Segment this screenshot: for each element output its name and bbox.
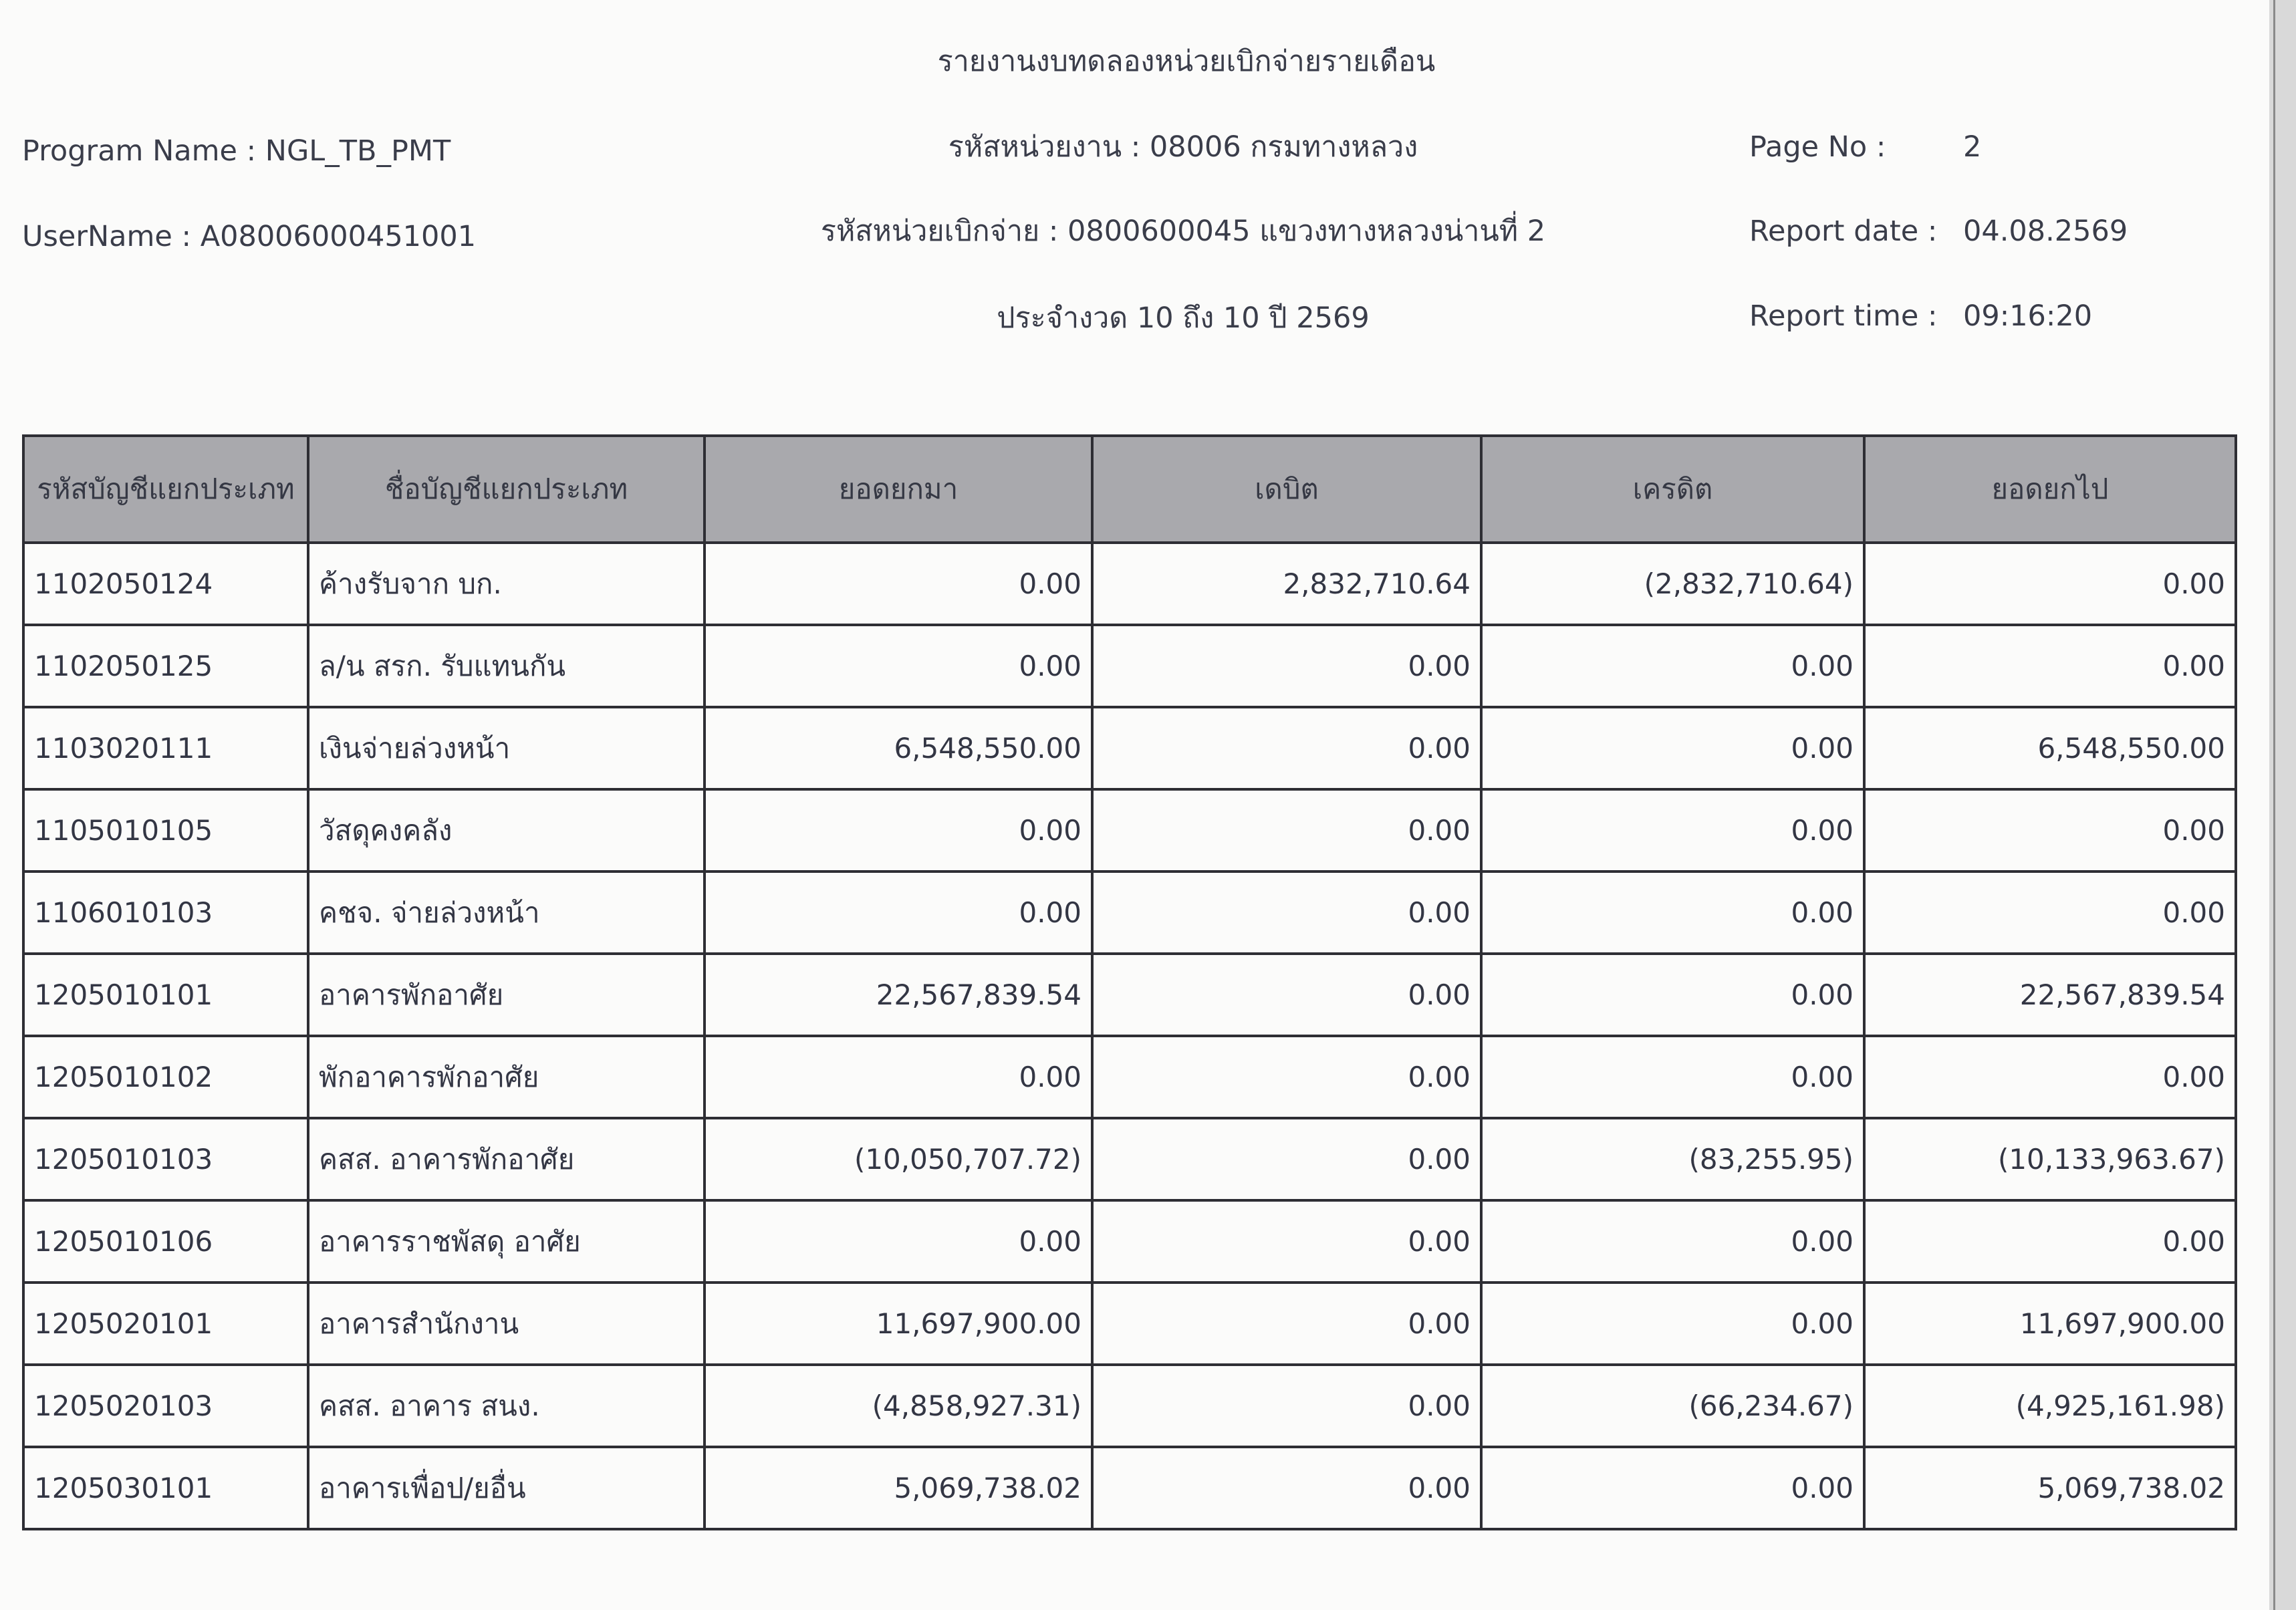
cell-account-code: 1102050125 [23,625,308,707]
report-title: รายงานงบทดลองหน่วยเบิกจ่ายรายเดือน [937,45,1436,78]
agency-code: รหัสหน่วยงาน : 08006 กรมทางหลวง [948,130,1418,164]
cell-brought-forward: (4,858,927.31) [705,1365,1092,1447]
report-date-label: Report date : [1749,215,1938,248]
cell-carried-forward: 0.00 [1864,789,2236,871]
table-header-row [23,436,2236,543]
cell-brought-forward: 22,567,839.54 [705,954,1092,1036]
col-header-account-name: ชื่อบัญชีแยกประเภท [308,436,705,543]
cell-carried-forward: 22,567,839.54 [1864,954,2236,1036]
cell-carried-forward: 5,069,738.02 [1864,1447,2236,1529]
table-row [23,954,2236,1036]
cell-account-name: คสส. อาคารพักอาศัย [308,1118,705,1200]
cell-account-name: วัสดุคงคลัง [308,789,705,871]
cell-debit: 0.00 [1092,707,1481,789]
cell-brought-forward: 0.00 [705,625,1092,707]
report-period: ประจำงวด 10 ถึง 10 ปี 2569 [997,301,1370,335]
cell-carried-forward: 0.00 [1864,625,2236,707]
cell-carried-forward: 0.00 [1864,871,2236,954]
cell-debit: 0.00 [1092,1118,1481,1200]
report-time-label: Report time : [1749,299,1938,333]
cell-account-name: ล/น สรก. รับแทนกัน [308,625,705,707]
cell-carried-forward: 0.00 [1864,1200,2236,1283]
cell-debit: 0.00 [1092,789,1481,871]
cell-carried-forward: (4,925,161.98) [1864,1365,2236,1447]
col-header-account-code: รหัสบัญชีแยกประเภท [23,436,308,543]
cell-credit: (2,832,710.64) [1481,543,1864,625]
cell-account-code: 1205020103 [23,1365,308,1447]
cell-brought-forward: 6,548,550.00 [705,707,1092,789]
report-time-value: 09:16:20 [1963,299,2093,333]
cell-credit: 0.00 [1481,1200,1864,1283]
cell-account-name: เงินจ่ายล่วงหน้า [308,707,705,789]
cell-carried-forward: 0.00 [1864,543,2236,625]
cell-account-code: 1103020111 [23,707,308,789]
cell-debit: 0.00 [1092,625,1481,707]
page-no-value: 2 [1963,130,1982,164]
col-header-debit: เดบิต [1092,436,1481,543]
cell-brought-forward: (10,050,707.72) [705,1118,1092,1200]
cell-account-name: คสส. อาคาร สนง. [308,1365,705,1447]
cell-credit: 0.00 [1481,1447,1864,1529]
cell-debit: 0.00 [1092,1200,1481,1283]
cell-account-code: 1205010102 [23,1036,308,1118]
table-row [23,1447,2236,1529]
cell-brought-forward: 0.00 [705,1036,1092,1118]
cell-credit: 0.00 [1481,871,1864,954]
table-row [23,707,2236,789]
cell-account-name: อาคารราชพัสดุ อาศัย [308,1200,705,1283]
cell-debit: 0.00 [1092,954,1481,1036]
table-row [23,1036,2236,1118]
cell-credit: (83,255.95) [1481,1118,1864,1200]
cell-brought-forward: 11,697,900.00 [705,1283,1092,1365]
cell-credit: 0.00 [1481,625,1864,707]
cell-debit: 0.00 [1092,871,1481,954]
cell-account-code: 1205010103 [23,1118,308,1200]
cell-debit: 0.00 [1092,1365,1481,1447]
cell-account-name: อาคารเพื่อป/ยอื่น [308,1447,705,1529]
cell-debit: 0.00 [1092,1447,1481,1529]
cell-credit: 0.00 [1481,707,1864,789]
table-row [23,543,2236,625]
col-header-brought-forward: ยอดยกมา [705,436,1092,543]
cell-brought-forward: 0.00 [705,871,1092,954]
cell-debit: 0.00 [1092,1036,1481,1118]
cell-brought-forward: 0.00 [705,543,1092,625]
table-row [23,625,2236,707]
col-header-credit: เครดิต [1481,436,1864,543]
program-name: Program Name : NGL_TB_PMT [22,134,451,168]
cell-credit: 0.00 [1481,1283,1864,1365]
table-row [23,1118,2236,1200]
cell-brought-forward: 0.00 [705,789,1092,871]
cell-account-code: 1102050124 [23,543,308,625]
trial-balance-table [22,434,2237,1530]
page-no-label: Page No : [1749,130,1886,164]
cell-account-name: อาคารพักอาศัย [308,954,705,1036]
cell-account-code: 1205010106 [23,1200,308,1283]
cell-account-code: 1205010101 [23,954,308,1036]
cell-account-name: อาคารสำนักงาน [308,1283,705,1365]
user-name: UserName : A08006000451001 [22,220,477,253]
table-row [23,789,2236,871]
cell-account-code: 1106010103 [23,871,308,954]
table-row [23,1283,2236,1365]
disbursing-unit: รหัสหน่วยเบิกจ่าย : 0800600045 แขวงทางหลวงน่านที่ 2 [820,215,1546,248]
cell-carried-forward: (10,133,963.67) [1864,1118,2236,1200]
cell-carried-forward: 0.00 [1864,1036,2236,1118]
scan-edge [2269,0,2296,1610]
cell-account-code: 1105010105 [23,789,308,871]
table-row [23,1365,2236,1447]
cell-credit: 0.00 [1481,789,1864,871]
cell-account-name: พักอาคารพักอาศัย [308,1036,705,1118]
cell-credit: (66,234.67) [1481,1365,1864,1447]
cell-debit: 2,832,710.64 [1092,543,1481,625]
cell-carried-forward: 11,697,900.00 [1864,1283,2236,1365]
cell-credit: 0.00 [1481,954,1864,1036]
cell-account-name: คชจ. จ่ายล่วงหน้า [308,871,705,954]
col-header-carried-forward: ยอดยกไป [1864,436,2236,543]
cell-brought-forward: 0.00 [705,1200,1092,1283]
report-date-value: 04.08.2569 [1963,215,2128,248]
table-row [23,871,2236,954]
cell-account-name: ค้างรับจาก บก. [308,543,705,625]
cell-account-code: 1205020101 [23,1283,308,1365]
cell-debit: 0.00 [1092,1283,1481,1365]
table-row [23,1200,2236,1283]
cell-account-code: 1205030101 [23,1447,308,1529]
cell-brought-forward: 5,069,738.02 [705,1447,1092,1529]
cell-carried-forward: 6,548,550.00 [1864,707,2236,789]
cell-credit: 0.00 [1481,1036,1864,1118]
